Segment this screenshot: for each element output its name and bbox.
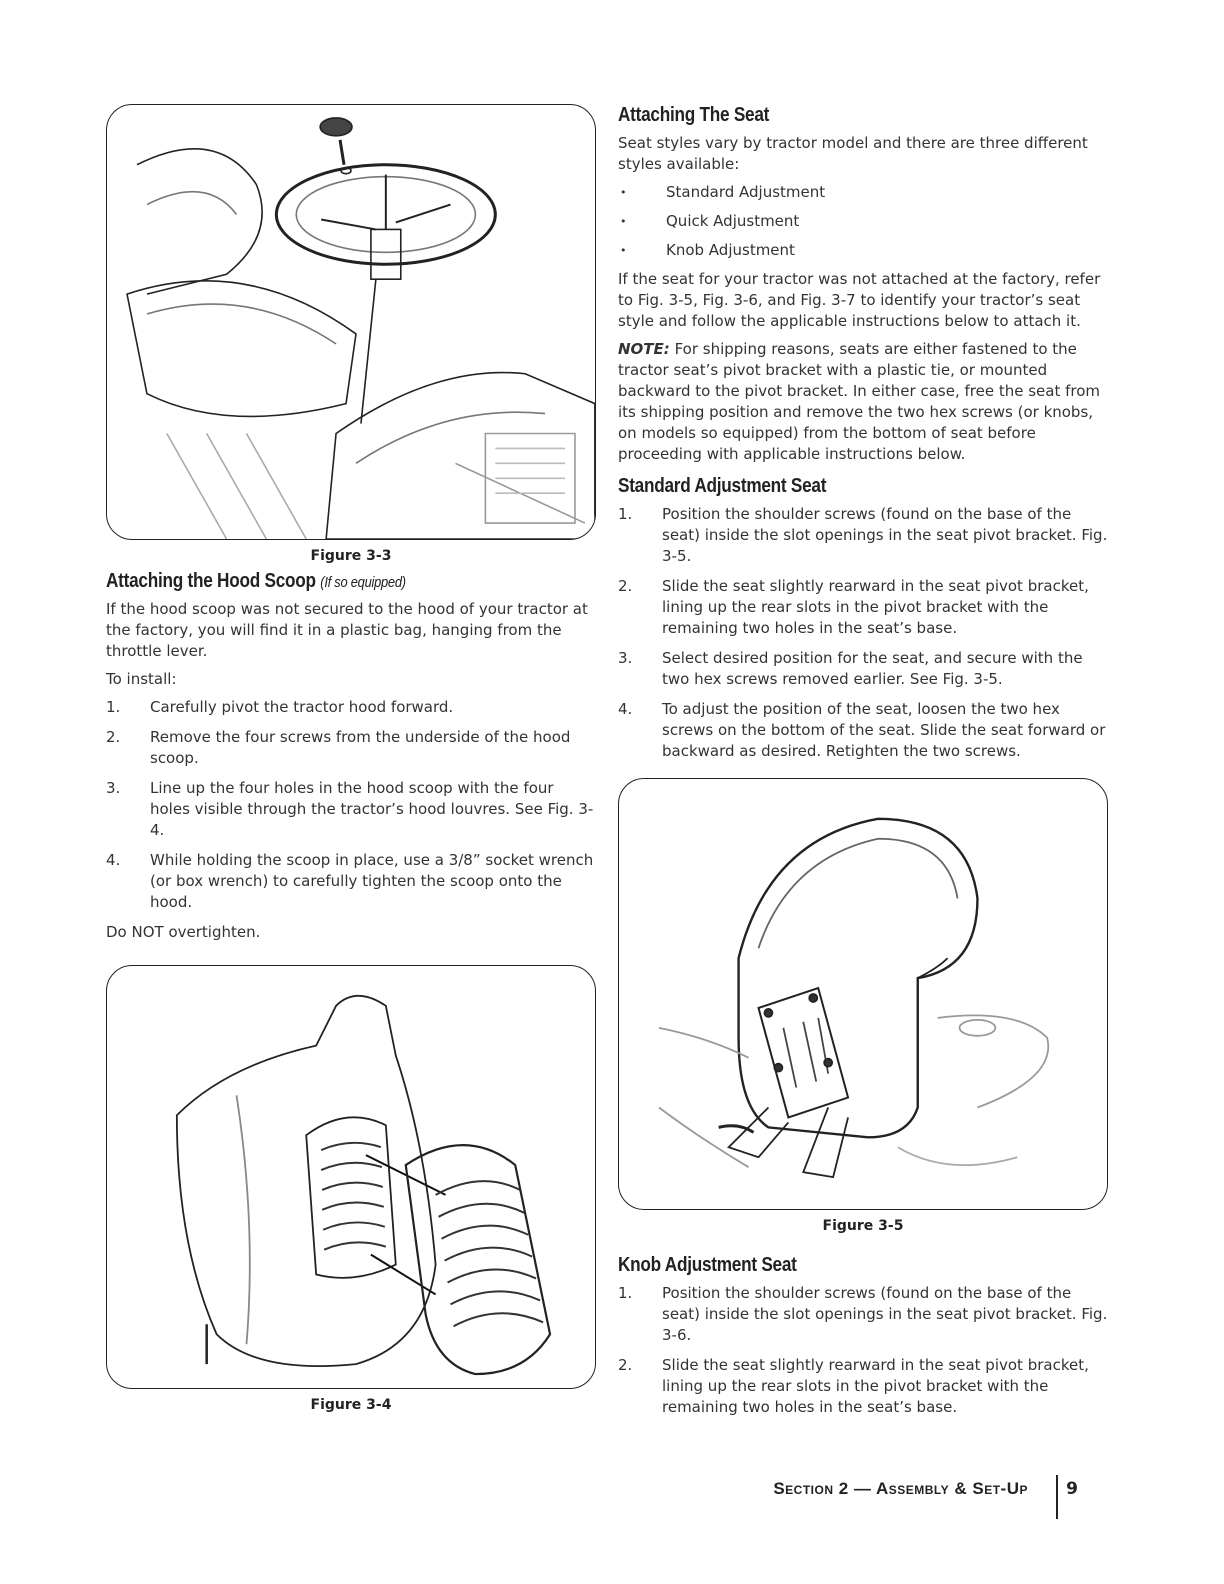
figure-3-3-caption: Figure 3-3 bbox=[310, 548, 392, 564]
list-item bbox=[618, 576, 1108, 639]
step-text: Position the shoulder screws (found on the base of the seat) inside the slot openings in the seat pivot bracket. Fig. 3-6. bbox=[662, 1284, 1108, 1344]
step-text: Remove the four screws from the underside of the hood scoop. bbox=[150, 728, 571, 767]
step-number: 2. bbox=[618, 577, 633, 595]
seat-styles-list bbox=[618, 182, 1108, 261]
knob-seat-steps bbox=[618, 1283, 1108, 1418]
hood-scoop-intro: If the hood scoop was not secured to the hood of your tractor at the factory, you will find it in a plastic bag, hanging from the throttle lever. bbox=[106, 600, 588, 660]
overtighten-warning: Do NOT overtighten. bbox=[106, 923, 261, 941]
hood-scoop-illustration bbox=[107, 966, 595, 1388]
step-number: 1. bbox=[618, 1284, 633, 1302]
step-number: 1. bbox=[618, 505, 633, 523]
step-number: 3. bbox=[618, 649, 633, 667]
hood-scoop-subtitle: (If so equipped) bbox=[320, 574, 406, 591]
step-text: Slide the seat slightly rearward in the seat pivot bracket, lining up the rear slots in the pivot bracket with the remaining two holes in the seat’s base. bbox=[662, 1356, 1089, 1416]
list-item bbox=[618, 699, 1108, 762]
step-text: Line up the four holes in the hood scoop with the four holes visible through the tractor’s hood louvres. See Fig. 3-4. bbox=[150, 779, 594, 839]
step-number: 2. bbox=[618, 1356, 633, 1374]
list-item: • Knob Adjustment bbox=[618, 240, 1108, 261]
list-item: • Standard Adjustment bbox=[618, 182, 1108, 203]
step-number: 4. bbox=[106, 851, 121, 869]
attaching-seat-heading: Attaching The Seat bbox=[618, 104, 770, 126]
step-number: 2. bbox=[106, 728, 121, 746]
page-footer bbox=[700, 1475, 1140, 1523]
note-label: NOTE: bbox=[618, 340, 670, 358]
list-item bbox=[618, 1355, 1108, 1418]
standard-seat-steps bbox=[618, 504, 1108, 762]
figure-3-5-caption: Figure 3-5 bbox=[822, 1218, 904, 1234]
standard-seat-heading: Standard Adjustment Seat bbox=[618, 475, 827, 497]
step-text: Select desired position for the seat, and secure with the two hex screws removed earlier. See Fig. 3-5. bbox=[662, 649, 1083, 688]
figure-3-5-image bbox=[618, 778, 1108, 1210]
list-item bbox=[106, 727, 596, 769]
seat-pivot-bracket-illustration bbox=[619, 779, 1107, 1209]
footer-divider bbox=[1056, 1475, 1058, 1519]
figure-3-4-caption: Figure 3-4 bbox=[310, 1397, 392, 1413]
list-item bbox=[106, 778, 596, 841]
step-number: 4. bbox=[618, 700, 633, 718]
step-text: To adjust the position of the seat, loosen the two hex screws on the bottom of the seat. Slide the seat forward or backward as desired. Retighten the two screws. bbox=[662, 700, 1106, 760]
tractor-steering-seat-illustration bbox=[107, 105, 595, 539]
list-item: • Quick Adjustment bbox=[618, 211, 1108, 232]
step-text: Slide the seat slightly rearward in the seat pivot bracket, lining up the rear slots in the pivot bracket with the remaining two holes in the seat’s base. bbox=[662, 577, 1089, 637]
hood-scoop-title: Attaching the Hood Scoop bbox=[106, 570, 316, 592]
seat-note bbox=[618, 339, 1108, 465]
list-item bbox=[618, 1283, 1108, 1346]
figure-3-3-image bbox=[106, 104, 596, 540]
note-text: For shipping reasons, seats are either fastened to the tractor seat’s pivot bracket with a plastic tie, or mounted backward to the pivot bracket. In either case, free the seat from its shipping position and remove the two hex screws (or knobs, on models so equipped) from the bottom of seat before proceeding with applicable instructions below. bbox=[618, 340, 1101, 463]
knob-seat-heading: Knob Adjustment Seat bbox=[618, 1254, 797, 1276]
to-install-label: To install: bbox=[106, 670, 177, 688]
step-text: Carefully pivot the tractor hood forward. bbox=[150, 698, 454, 716]
hood-scoop-steps bbox=[106, 697, 596, 913]
seat-intro: Seat styles vary by tractor model and there are three different styles available: bbox=[618, 134, 1088, 173]
list-item bbox=[106, 850, 596, 913]
page-number: 9 bbox=[1066, 1479, 1078, 1499]
list-item bbox=[618, 504, 1108, 567]
hood-scoop-heading bbox=[106, 570, 527, 593]
step-number: 1. bbox=[106, 698, 121, 716]
list-item bbox=[106, 697, 596, 718]
figure-3-4-image bbox=[106, 965, 596, 1389]
step-text: Position the shoulder screws (found on the base of the seat) inside the slot openings in the seat pivot bracket. Fig. 3-5. bbox=[662, 505, 1108, 565]
left-column bbox=[106, 104, 596, 1413]
section-label: Section 2 — Assembly & Set-Up bbox=[773, 1479, 1028, 1498]
seat-refer: If the seat for your tractor was not attached at the factory, refer to Fig. 3-5, Fig. 3-6, and Fig. 3-7 to identify your tractor’s seat style and follow the applicable instructions below to attach it. bbox=[618, 270, 1101, 330]
right-column bbox=[618, 104, 1108, 1427]
step-number: 3. bbox=[106, 779, 121, 797]
list-item bbox=[618, 648, 1108, 690]
step-text: While holding the scoop in place, use a 3/8” socket wrench (or box wrench) to carefully tighten the scoop onto the hood. bbox=[150, 851, 594, 911]
